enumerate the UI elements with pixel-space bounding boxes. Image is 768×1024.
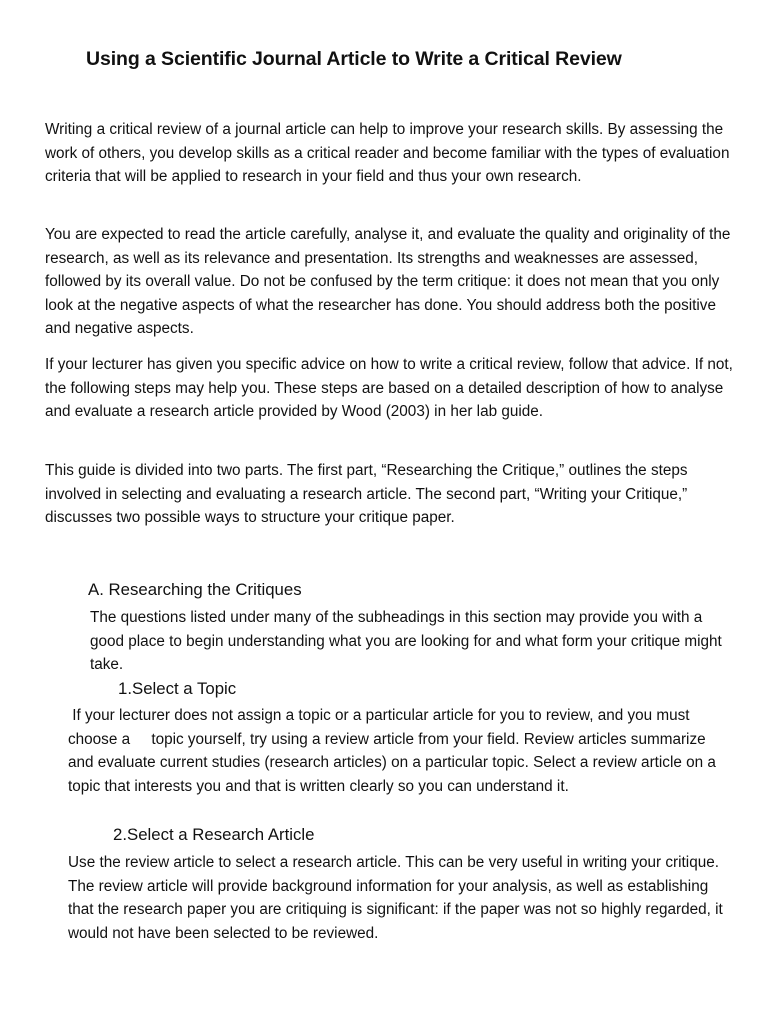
intro-paragraph-2: You are expected to read the article carefully, analyse it, and evaluate the quality and originality of the research, as well as its relevance and presentation. Its strengths and weaknesses are assessed, followed by its overall value. Do not be confused by the term critique: it does not mean that you only look at the negative aspects of what the researcher has done. You should address both the positive and negative aspects. bbox=[45, 226, 731, 338]
document-title: Using a Scientific Journal Article to Write a Critical Review bbox=[86, 48, 622, 70]
step-2-heading: 2.Select a Research Article bbox=[113, 825, 315, 844]
section-a-body: The questions listed under many of the subheadings in this section may provide you with a good place to begin understanding what you are looking for and what form your critique might take. bbox=[90, 609, 722, 674]
step-2-body: Use the review article to select a research article. This can be very useful in writing your critique. The review article will provide background information for your analysis, as well as establishing that the research paper you are critiquing is significant: if the paper was not so highly regarded, it would not have been selected to be reviewed. bbox=[68, 854, 723, 942]
intro-paragraph-1: Writing a critical review of a journal article can help to improve your research skills. By assessing the work of others, you develop skills as a critical reader and become familiar with the types of evaluation criteria that will be applied to research in your field and thus your own research. bbox=[45, 121, 730, 186]
intro-paragraph-4: This guide is divided into two parts. The first part, “Researching the Critique,” outlines the steps involved in selecting and evaluating a research article. The second part, “Writing your Critique,” discusses two possible ways to structure your critique paper. bbox=[45, 462, 688, 527]
step-1-heading: 1.Select a Topic bbox=[118, 679, 237, 698]
intro-paragraph-3: If your lecturer has given you specific advice on how to write a critical review, follow that advice. If not, the following steps may help you. These steps are based on a detailed description of how to analyse and evaluate a research article provided by Wood (2003) in her lab guide. bbox=[45, 356, 733, 421]
section-a-heading: A. Researching the Critiques bbox=[88, 580, 302, 599]
step-1-body: If your lecturer does not assign a topic or a particular article for you to review, and you must choose a topic yourself, try using a review article from your field. Review articles summarize and evaluate current studies (research articles) on a particular topic. Select a review article on a topic that interests you and that is written clearly so you can understand it. bbox=[68, 707, 721, 795]
